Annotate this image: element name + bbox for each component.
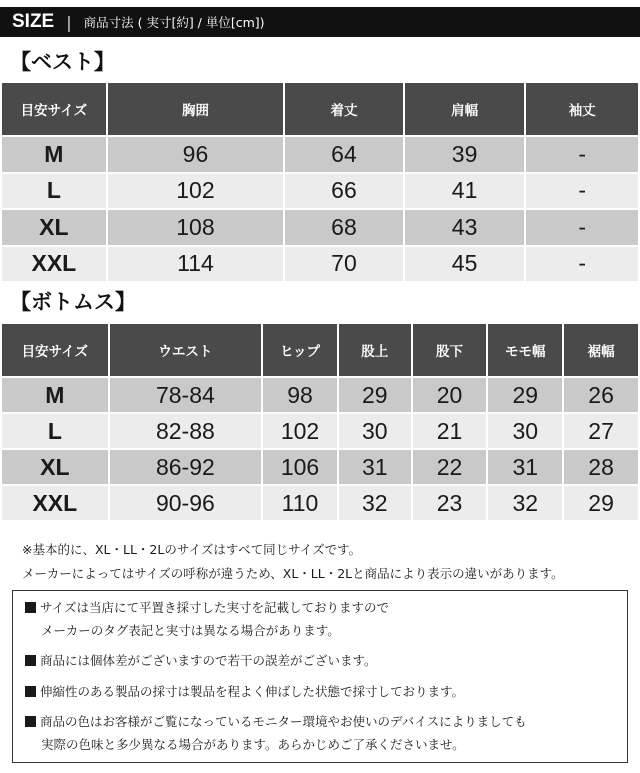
vest-header-row — [2, 83, 638, 135]
table-cell: - — [526, 210, 638, 245]
table-cell: 21 — [413, 414, 487, 448]
table-cell: 102 — [108, 174, 283, 209]
table-row — [2, 450, 638, 484]
table-cell: 86-92 — [110, 450, 261, 484]
size-note-1: ※基本的に、XL・LL・2Lのサイズはすべて同じサイズです。 — [22, 542, 362, 557]
table-cell: 28 — [564, 450, 638, 484]
table-cell: 27 — [564, 414, 638, 448]
table-row — [2, 378, 638, 412]
notes-item — [25, 650, 617, 673]
square-bullet-icon — [25, 655, 36, 666]
square-bullet-icon — [25, 602, 36, 613]
vest-size-table — [0, 81, 640, 283]
bottoms-size-table — [0, 322, 640, 522]
table-cell: 98 — [263, 378, 337, 412]
size-cell: L — [2, 414, 108, 448]
table-cell: 66 — [285, 174, 403, 209]
table-cell: 41 — [405, 174, 525, 209]
header-separator: | — [66, 12, 72, 32]
notes-item-text: サイズは当店にて平置き採寸した実寸を記載しておりますので — [40, 600, 390, 615]
table-row — [2, 137, 638, 172]
notes-item — [25, 681, 617, 704]
notes-box — [12, 590, 628, 763]
table-row — [2, 210, 638, 245]
bottoms-header-row — [2, 324, 638, 376]
table-cell: 31 — [339, 450, 411, 484]
square-bullet-icon — [25, 686, 36, 697]
bottoms-col-thigh: モモ幅 — [488, 324, 562, 376]
size-cell: L — [2, 174, 106, 209]
size-cell: XXL — [2, 247, 106, 282]
table-cell: 106 — [263, 450, 337, 484]
table-cell: 26 — [564, 378, 638, 412]
notes-item — [25, 597, 617, 620]
table-cell: - — [526, 247, 638, 282]
table-cell: 43 — [405, 210, 525, 245]
table-cell: 22 — [413, 450, 487, 484]
table-cell: - — [526, 137, 638, 172]
table-cell: 45 — [405, 247, 525, 282]
table-cell: 96 — [108, 137, 283, 172]
square-bullet-icon — [25, 716, 36, 727]
bottoms-col-size: 目安サイズ — [2, 324, 108, 376]
vest-col-sleeve: 袖丈 — [526, 83, 638, 135]
table-cell: 32 — [339, 486, 411, 520]
size-label: SIZE — [12, 11, 55, 32]
table-cell: 29 — [564, 486, 638, 520]
table-cell: 110 — [263, 486, 337, 520]
header-bar — [0, 7, 640, 37]
bottoms-col-inseam: 股下 — [413, 324, 487, 376]
table-cell: 29 — [488, 378, 562, 412]
table-cell: 39 — [405, 137, 525, 172]
bottoms-col-waist: ウエスト — [110, 324, 261, 376]
vest-col-length: 着丈 — [285, 83, 403, 135]
table-row — [2, 414, 638, 448]
notes-item — [25, 711, 617, 734]
table-cell: 108 — [108, 210, 283, 245]
table-cell: 114 — [108, 247, 283, 282]
bottoms-col-hem: 裾幅 — [564, 324, 638, 376]
table-cell: 90-96 — [110, 486, 261, 520]
vest-col-chest: 胸囲 — [108, 83, 283, 135]
notes-item-continuation: メーカーのタグ表記と実寸は異なる場合があります。 — [41, 622, 340, 638]
size-cell: XL — [2, 210, 106, 245]
table-cell: 68 — [285, 210, 403, 245]
table-cell: 30 — [339, 414, 411, 448]
vest-col-size: 目安サイズ — [2, 83, 106, 135]
table-cell: 20 — [413, 378, 487, 412]
bottoms-col-hip: ヒップ — [263, 324, 337, 376]
table-cell: 64 — [285, 137, 403, 172]
notes-item-text: 伸縮性のある製品の採寸は製品を程よく伸ばした状態で採寸しております。 — [40, 683, 465, 699]
table-cell: 70 — [285, 247, 403, 282]
table-cell: 30 — [488, 414, 562, 448]
header-subtitle: 商品寸法 ( 実寸[約] / 単位[cm]) — [83, 15, 265, 30]
table-cell: 78-84 — [110, 378, 261, 412]
table-row — [2, 247, 638, 282]
table-cell: 29 — [339, 378, 411, 412]
bottoms-section-title: 【ボトムス】 — [10, 290, 136, 314]
size-cell: M — [2, 137, 106, 172]
size-cell: M — [2, 378, 108, 412]
table-cell: 32 — [488, 486, 562, 520]
vest-section-title: 【ベスト】 — [10, 50, 115, 74]
notes-item-continuation: 実際の色味と多少異なる場合があります。あらかじめご了承くださいませ。 — [41, 736, 465, 752]
table-cell: 102 — [263, 414, 337, 448]
table-cell: 23 — [413, 486, 487, 520]
notes-item-text: 商品には個体差がございますので若干の誤差がございます。 — [40, 653, 377, 668]
table-cell: - — [526, 174, 638, 209]
size-cell: XL — [2, 450, 108, 484]
size-note-2: メーカーによってはサイズの呼称が違うため、XL・LL・2Lと商品により表示の違いがあります。 — [22, 566, 564, 581]
bottoms-col-rise: 股上 — [339, 324, 411, 376]
notes-item-text: 商品の色はお客様がご覧になっているモニター環境やお使いのデバイスによりましても — [40, 714, 527, 729]
vest-col-shoulder: 肩幅 — [405, 83, 525, 135]
table-row — [2, 486, 638, 520]
table-cell: 31 — [488, 450, 562, 484]
size-cell: XXL — [2, 486, 108, 520]
table-row — [2, 174, 638, 209]
table-cell: 82-88 — [110, 414, 261, 448]
